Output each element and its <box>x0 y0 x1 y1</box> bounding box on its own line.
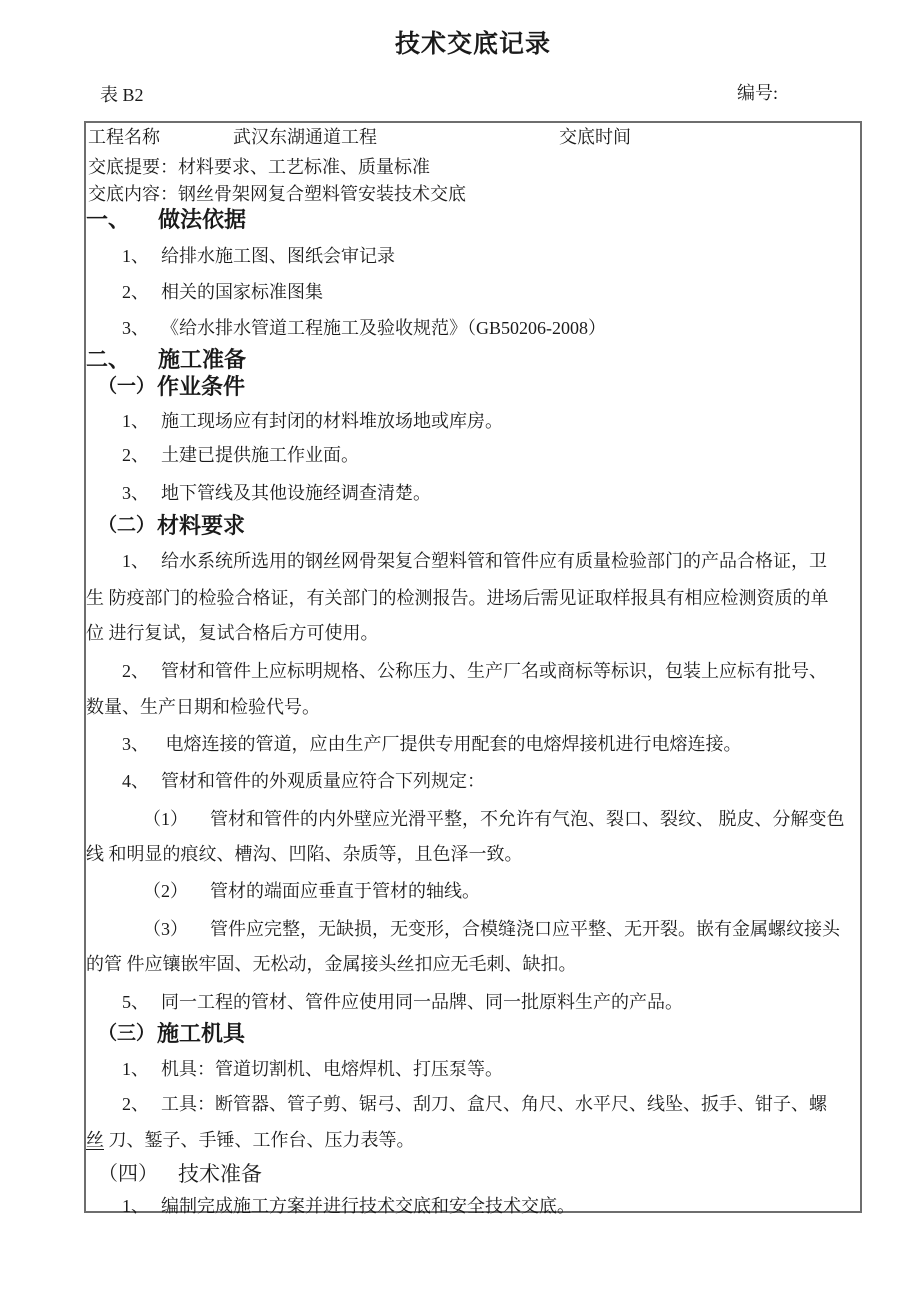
line-text: 丝 刀、錾子、手锤、工作台、压力表等。 <box>86 1130 415 1150</box>
line-marker: 1、 <box>122 411 149 431</box>
line-text: 管材的端面应垂直于管材的轴线。 <box>210 881 480 901</box>
doc-line <box>86 443 862 467</box>
line-text: 《给水排水管道工程施工及验收规范》（GB50206-2008） <box>161 318 606 338</box>
doc-line <box>86 659 862 683</box>
line-marker: 1、 <box>122 1059 149 1079</box>
doc-line <box>86 732 862 756</box>
line-marker: 3、 <box>122 734 149 754</box>
line-marker: 1、 <box>122 246 149 266</box>
doc-line <box>86 280 862 304</box>
doc-line <box>86 409 862 433</box>
doc-line <box>86 1092 862 1116</box>
doc-line <box>86 621 862 645</box>
content-text: 交底内容：钢丝骨架网复合塑料管安装技术交底 <box>88 184 466 204</box>
doc-line <box>86 586 862 610</box>
underlined-text: 丝 <box>86 1130 104 1150</box>
line-marker: （三） <box>98 1023 156 1044</box>
line-text: 生 防疫部门的检验合格证，有关部门的检测报告。进场后需见证取样报具有相应检测资质的单 <box>86 588 829 608</box>
section-heading <box>86 514 862 538</box>
handover-time-label: 交底时间 <box>559 127 631 147</box>
section-heading <box>86 208 862 232</box>
line-marker: 一、 <box>86 207 131 232</box>
section-heading <box>86 375 862 399</box>
line-marker: （3） <box>143 919 188 939</box>
doc-line <box>86 1194 862 1218</box>
line-marker: （一） <box>98 376 156 397</box>
line-text: 的管 件应镶嵌牢固、无松动，金属接头丝扣应无毛刺、缺扣。 <box>86 954 577 974</box>
doc-line <box>86 842 862 866</box>
line-text: 材料要求 <box>157 513 246 538</box>
line-marker: 2、 <box>122 445 149 465</box>
line-text: 相关的国家标准图集 <box>161 282 323 302</box>
line-text: 管材和管件上应标明规格、公称压力、生产厂名或商标等标识，包装上应标有批号、 <box>161 661 827 681</box>
summary-text: 交底提要：材料要求、工艺标准、质量标准 <box>88 157 430 177</box>
line-text: 同一工程的管材、管件应使用同一品牌、同一批原料生产的产品。 <box>161 992 683 1012</box>
line-marker: （二） <box>98 515 156 536</box>
line-text: 线 和明显的痕纹、槽沟、凹陷、杂质等，且色泽一致。 <box>86 844 523 864</box>
doc-line <box>86 769 862 793</box>
doc-line <box>86 990 862 1014</box>
doc-line <box>86 316 862 340</box>
line-marker: 2、 <box>122 661 149 681</box>
line-text: 土建已提供施工作业面。 <box>161 445 359 465</box>
table-row-project <box>88 125 860 149</box>
line-text: 管件应完整，无缺损，无变形，合模缝浇口应平整、无开裂。嵌有金属螺纹接头 <box>210 919 840 939</box>
section-heading <box>86 348 862 372</box>
doc-line <box>86 807 862 831</box>
line-marker: 3、 <box>122 483 149 503</box>
line-marker: 1、 <box>122 551 149 571</box>
line-marker: （1） <box>143 809 188 829</box>
line-text: 做法依据 <box>158 207 247 232</box>
form-number: 表 B2 <box>100 85 144 105</box>
line-text: 管材和管件的外观质量应符合下列规定： <box>161 771 485 791</box>
line-text: 技术准备 <box>178 1162 262 1186</box>
line-text: 位 进行复试，复试合格后方可使用。 <box>86 623 379 643</box>
line-text: 工具：断管器、管子剪、锯弓、刮刀、盒尺、角尺、水平尺、线坠、扳手、钳子、螺 <box>161 1094 827 1114</box>
line-text: 施工现场应有封闭的材料堆放场地或库房。 <box>161 411 503 431</box>
line-text: 电熔连接的管道，应由生产厂提供专用配套的电熔焊接机进行电熔连接。 <box>161 734 742 754</box>
project-name-value: 武汉东湖通道工程 <box>233 127 377 147</box>
line-marker: 4、 <box>122 771 149 791</box>
table-row-summary <box>88 155 860 179</box>
doc-number-label: 编号: <box>737 83 779 103</box>
line-text: 机具：管道切割机、电熔焊机、打压泵等。 <box>161 1059 503 1079</box>
project-name-label: 工程名称 <box>88 127 160 147</box>
table-row-content <box>88 182 860 206</box>
doc-line <box>86 1057 862 1081</box>
line-text: 作业条件 <box>157 374 246 399</box>
line-text: 地下管线及其他设施经调查清楚。 <box>161 483 431 503</box>
line-text: 施工机具 <box>157 1021 246 1046</box>
doc-line <box>86 952 862 976</box>
line-marker: （四） <box>98 1163 158 1185</box>
line-marker: 5、 <box>122 992 149 1012</box>
line-text: 给水系统所选用的钢丝网骨架复合塑料管和管件应有质量检验部门的产品合格证，卫 <box>161 551 827 571</box>
line-text: 管材和管件的内外壁应光滑平整，不允许有气泡、裂口、裂纹、 脱皮、分解变色 <box>210 809 845 829</box>
doc-line <box>86 1128 862 1152</box>
section-heading <box>86 1022 862 1046</box>
line-marker: 2、 <box>122 1094 149 1114</box>
doc-line <box>86 1162 862 1186</box>
line-marker: 1、 <box>122 1196 149 1216</box>
page-title: 技术交底记录 <box>394 31 551 58</box>
doc-line <box>86 481 862 505</box>
line-marker: 2、 <box>122 282 149 302</box>
line-text: 施工准备 <box>158 347 247 372</box>
line-text: 给排水施工图、图纸会审记录 <box>161 246 395 266</box>
line-marker: 3、 <box>122 318 149 338</box>
line-text: 数量、生产日期和检验代号。 <box>86 697 320 717</box>
doc-line <box>86 695 862 719</box>
doc-line <box>86 917 862 941</box>
doc-line <box>86 244 862 268</box>
line-text: 编制完成施工方案并进行技术交底和安全技术交底。 <box>161 1196 575 1216</box>
doc-line <box>86 549 862 573</box>
line-marker: （2） <box>143 881 188 901</box>
line-marker: 二、 <box>86 347 131 372</box>
doc-line <box>86 879 862 903</box>
